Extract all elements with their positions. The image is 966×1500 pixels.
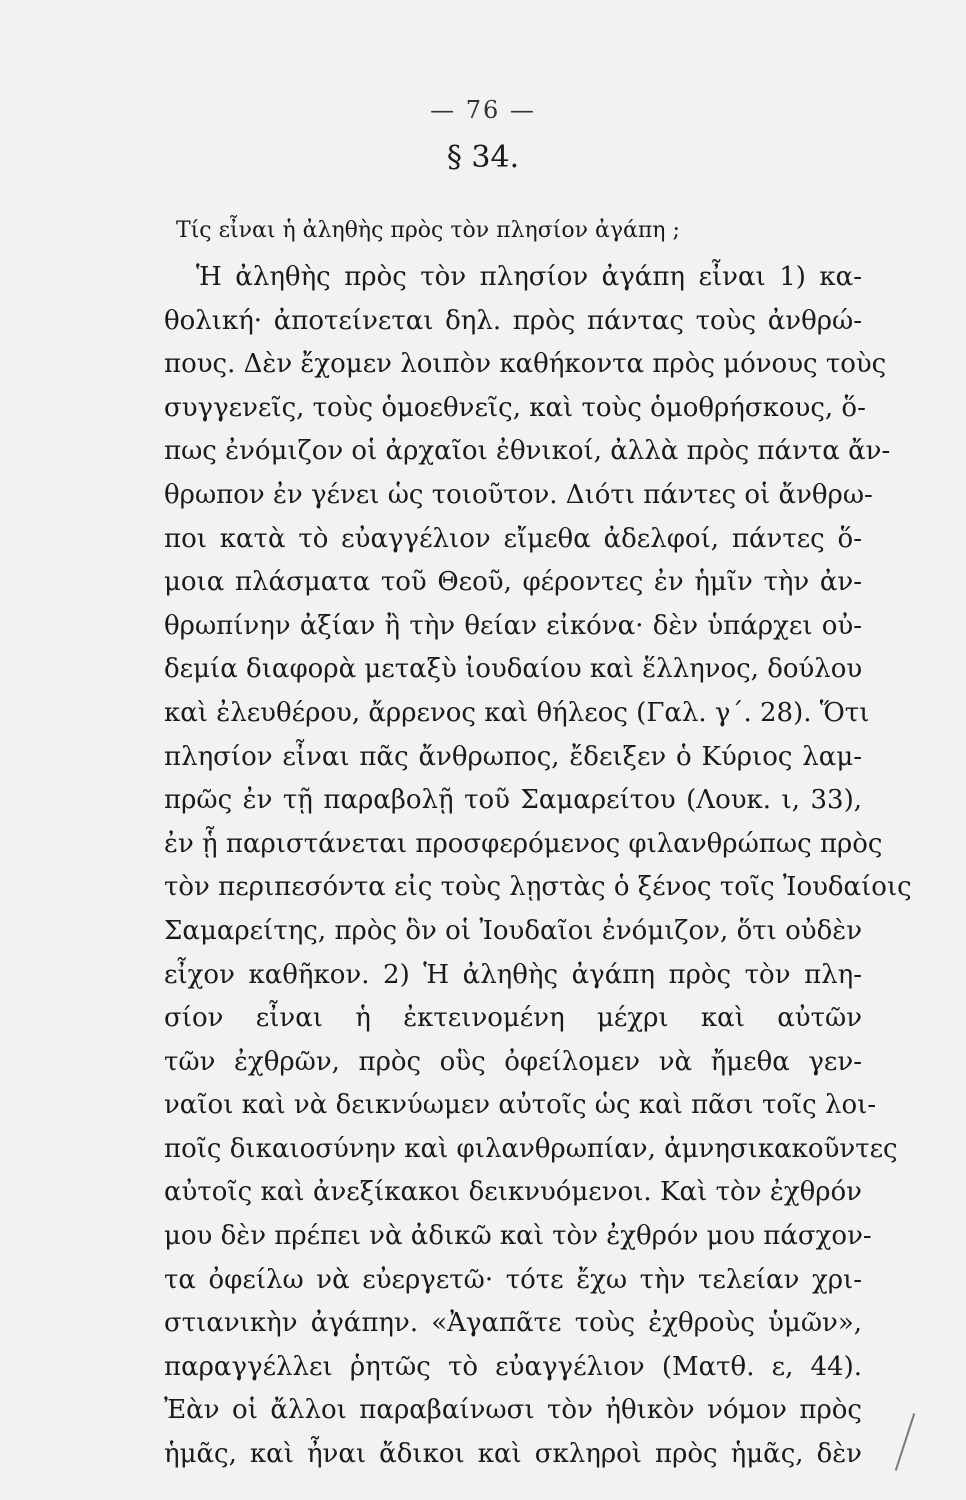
text-line: πλησίον εἶναι πᾶς ἄνθρωπος, ἔδειξεν ὁ Κύριος λαμ- xyxy=(164,741,862,772)
text-line: τὸν περιπεσόντα εἰς τοὺς λῃστὰς ὁ ξένος τοῖς Ἰουδαίοις xyxy=(164,872,912,903)
page-number: — 76 — xyxy=(430,96,536,124)
text-line: δεμία διαφορὰ μεταξὺ ἰουδαίου καὶ ἕλληνος, δούλου xyxy=(164,654,863,685)
text-line: θολική· ἀποτείνεται δηλ. πρὸς πάντας τοὺς ἀνθρώ- xyxy=(164,305,862,336)
text-line: ναῖοι καὶ νὰ δεικνύωμεν αὐτοῖς ὡς καὶ πᾶσι τοῖς λοι- xyxy=(164,1090,877,1121)
text-line: παραγγέλλει ῥητῶς τὸ εὐαγγέλιον (Ματθ. ε, 44). xyxy=(164,1351,862,1382)
text-line: ποῖς δικαιοσύνην καὶ φιλανθρωπίαν, ἀμνησικακοῦντες xyxy=(164,1133,898,1164)
text-line: συγγενεῖς, τοὺς ὁμοεθνεῖς, καὶ τοὺς ὁμοθρήσκους, ὅ- xyxy=(164,392,866,423)
text-line: αὐτοῖς καὶ ἀνεξίκακοι δεικνυόμενοι. Καὶ τὸν ἐχθρόν xyxy=(164,1177,862,1208)
text-line: θρωπον ἐν γένει ὡς τοιοῦτον. Διότι πάντες οἱ ἄνθρω- xyxy=(164,479,873,510)
section-heading: § 34. xyxy=(446,140,520,175)
text-line: πρῶς ἐν τῇ παραβολῇ τοῦ Σαμαρείτου (Λουκ. ι, 33), xyxy=(164,785,862,816)
text-line: στιανικὴν ἀγάπην. «Ἀγαπᾶτε τοὺς ἐχθροὺς ὑμῶν», xyxy=(164,1308,862,1339)
text-line: ποι κατὰ τὸ εὐαγγέλιον εἴμεθα ἀδελφοί, πάντες ὅ- xyxy=(164,523,862,554)
text-line: ἡμᾶς, καὶ ἦναι ἄδικοι καὶ σκληροὶ πρὸς ἡμᾶς, δὲν xyxy=(164,1439,862,1470)
text-line: θρωπίνην ἀξίαν ἢ τὴν θείαν εἰκόνα· δὲν ὑπάρχει οὐ- xyxy=(164,610,862,641)
text-line: ἐν ᾗ παριστάνεται προσφερόμενος φιλανθρώπως πρὸς xyxy=(164,828,883,859)
text-line: Σαμαρείτης, πρὸς ὃν οἱ Ἰουδαῖοι ἐνόμιζον, ὅτι οὐδὲν xyxy=(164,915,862,946)
section-question: Τίς εἶναι ἡ ἀληθὴς πρὸς τὸν πλησίον ἀγάπη ; xyxy=(176,218,680,243)
text-line: τα ὀφείλω νὰ εὐεργετῶ· τότε ἔχω τὴν τελείαν χρι- xyxy=(164,1264,862,1295)
pencil-mark xyxy=(895,1413,915,1471)
text-line: εἶχον καθῆκον. 2) Ἡ ἀληθὴς ἀγάπη πρὸς τὸν πλη- xyxy=(164,959,862,990)
text-line: σίον εἶναι ἡ ἐκτεινομένη μέχρι καὶ αὐτῶν xyxy=(164,1003,862,1034)
body-text xyxy=(164,256,912,1477)
text-line: καὶ ἐλευθέρου, ἄρρενος καὶ θήλεος (Γαλ. γ΄. 28). Ὅτι xyxy=(164,697,870,728)
text-line: Ἐὰν οἱ ἄλλοι παραβαίνωσι τὸν ἠθικὸν νόμον πρὸς xyxy=(164,1395,862,1426)
text-line: πως ἐνόμιζον οἱ ἀρχαῖοι ἐθνικοί, ἀλλὰ πρὸς πάντα ἄν- xyxy=(164,436,891,467)
text-line: Ἡ ἀληθὴς πρὸς τὸν πλησίον ἀγάπη εἶναι 1) κα- xyxy=(196,262,862,292)
text-line: μοια πλάσματα τοῦ Θεοῦ, φέροντες ἐν ἡμῖν τὴν ἀν- xyxy=(164,567,862,598)
text-line: τῶν ἐχθρῶν, πρὸς οὓς ὀφείλομεν νὰ ἤμεθα γεν- xyxy=(164,1046,862,1077)
text-line: πους. Δὲν ἔχομεν λοιπὸν καθήκοντα πρὸς μόνους τοὺς xyxy=(164,349,887,380)
text-line: μου δὲν πρέπει νὰ ἀδικῶ καὶ τὸν ἐχθρόν μου πάσχον- xyxy=(164,1221,872,1252)
